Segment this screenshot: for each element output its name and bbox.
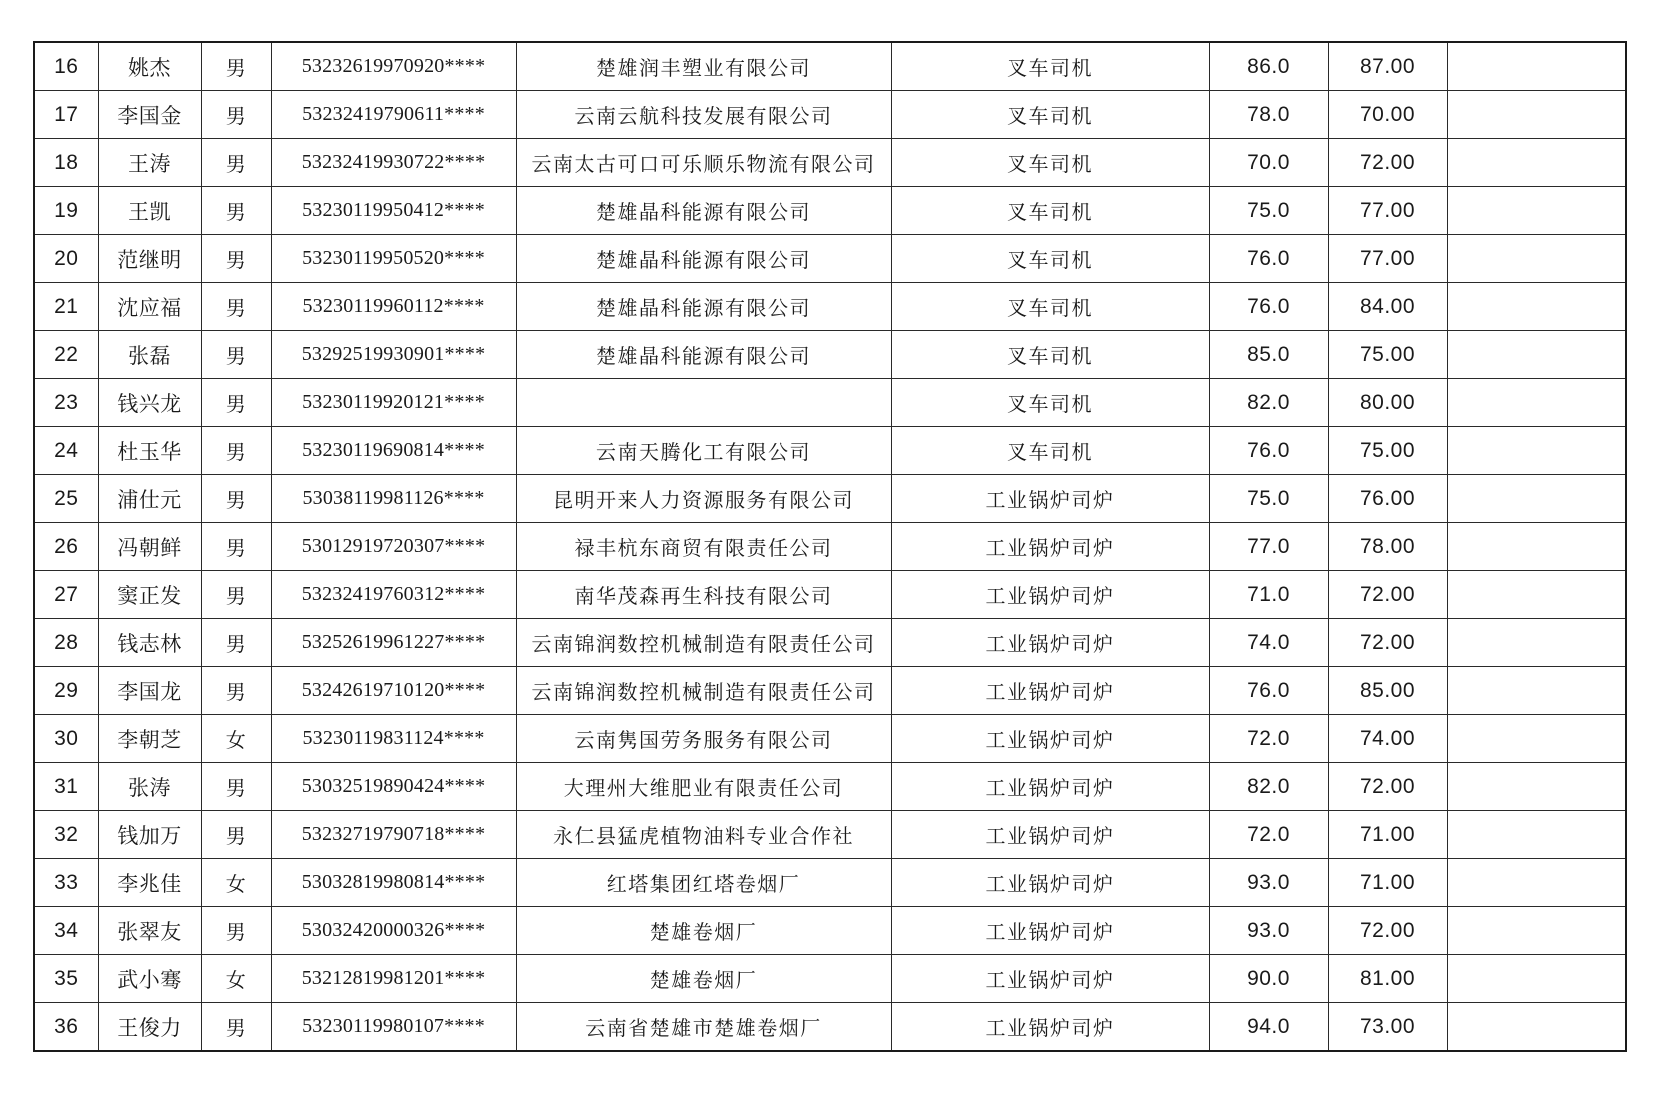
table-row — [34, 1003, 1626, 1052]
theory-score-cell: 93.0 — [1209, 859, 1328, 907]
company-cell: 永仁县猛虎植物油料专业合作社 — [516, 811, 891, 859]
id-number-cell: 53038119981126**** — [271, 475, 516, 523]
remark-cell — [1447, 859, 1626, 907]
results-table-body — [34, 42, 1626, 1051]
theory-score-cell: 85.0 — [1209, 331, 1328, 379]
row-number-cell: 27 — [34, 571, 98, 619]
id-number-cell: 53230119831124**** — [271, 715, 516, 763]
remark-cell — [1447, 523, 1626, 571]
row-number-cell: 29 — [34, 667, 98, 715]
remark-cell — [1447, 139, 1626, 187]
gender-cell: 男 — [201, 91, 271, 139]
name-cell: 杜玉华 — [98, 427, 201, 475]
id-number-cell: 53292519930901**** — [271, 331, 516, 379]
practical-score-cell: 72.00 — [1328, 763, 1447, 811]
theory-score-cell: 70.0 — [1209, 139, 1328, 187]
gender-cell: 男 — [201, 667, 271, 715]
name-cell: 钱志林 — [98, 619, 201, 667]
gender-cell: 女 — [201, 715, 271, 763]
job-type-cell: 工业锅炉司炉 — [891, 619, 1209, 667]
job-type-cell: 工业锅炉司炉 — [891, 715, 1209, 763]
row-number-cell: 18 — [34, 139, 98, 187]
name-cell: 张涛 — [98, 763, 201, 811]
id-number-cell: 53012919720307**** — [271, 523, 516, 571]
job-type-cell: 叉车司机 — [891, 91, 1209, 139]
gender-cell: 男 — [201, 1003, 271, 1052]
company-cell: 楚雄润丰塑业有限公司 — [516, 42, 891, 91]
theory-score-cell: 75.0 — [1209, 475, 1328, 523]
practical-score-cell: 76.00 — [1328, 475, 1447, 523]
practical-score-cell: 72.00 — [1328, 571, 1447, 619]
table-row — [34, 907, 1626, 955]
remark-cell — [1447, 1003, 1626, 1052]
practical-score-cell: 85.00 — [1328, 667, 1447, 715]
theory-score-cell: 82.0 — [1209, 379, 1328, 427]
practical-score-cell: 72.00 — [1328, 619, 1447, 667]
company-cell: 楚雄晶科能源有限公司 — [516, 187, 891, 235]
id-number-cell: 53032819980814**** — [271, 859, 516, 907]
job-type-cell: 工业锅炉司炉 — [891, 859, 1209, 907]
remark-cell — [1447, 42, 1626, 91]
job-type-cell: 工业锅炉司炉 — [891, 955, 1209, 1003]
id-number-cell: 53232419760312**** — [271, 571, 516, 619]
remark-cell — [1447, 571, 1626, 619]
practical-score-cell: 75.00 — [1328, 331, 1447, 379]
job-type-cell: 叉车司机 — [891, 187, 1209, 235]
remark-cell — [1447, 283, 1626, 331]
table-row — [34, 523, 1626, 571]
name-cell: 李兆佳 — [98, 859, 201, 907]
remark-cell — [1447, 331, 1626, 379]
gender-cell: 女 — [201, 955, 271, 1003]
name-cell: 姚杰 — [98, 42, 201, 91]
table-row — [34, 427, 1626, 475]
id-number-cell: 53232419930722**** — [271, 139, 516, 187]
row-number-cell: 19 — [34, 187, 98, 235]
gender-cell: 男 — [201, 139, 271, 187]
remark-cell — [1447, 187, 1626, 235]
theory-score-cell: 71.0 — [1209, 571, 1328, 619]
company-cell: 楚雄晶科能源有限公司 — [516, 283, 891, 331]
job-type-cell: 叉车司机 — [891, 235, 1209, 283]
name-cell: 李国金 — [98, 91, 201, 139]
theory-score-cell: 82.0 — [1209, 763, 1328, 811]
id-number-cell: 53230119950520**** — [271, 235, 516, 283]
table-row — [34, 955, 1626, 1003]
id-number-cell: 53230119950412**** — [271, 187, 516, 235]
table-row — [34, 91, 1626, 139]
row-number-cell: 36 — [34, 1003, 98, 1052]
company-cell: 云南云航科技发展有限公司 — [516, 91, 891, 139]
company-cell: 云南锦润数控机械制造有限责任公司 — [516, 619, 891, 667]
theory-score-cell: 74.0 — [1209, 619, 1328, 667]
id-number-cell: 53232619970920**** — [271, 42, 516, 91]
row-number-cell: 32 — [34, 811, 98, 859]
practical-score-cell: 71.00 — [1328, 811, 1447, 859]
company-cell: 云南锦润数控机械制造有限责任公司 — [516, 667, 891, 715]
theory-score-cell: 93.0 — [1209, 907, 1328, 955]
practical-score-cell: 78.00 — [1328, 523, 1447, 571]
name-cell: 王凯 — [98, 187, 201, 235]
practical-score-cell: 75.00 — [1328, 427, 1447, 475]
company-cell: 红塔集团红塔卷烟厂 — [516, 859, 891, 907]
gender-cell: 男 — [201, 187, 271, 235]
remark-cell — [1447, 619, 1626, 667]
company-cell: 楚雄晶科能源有限公司 — [516, 331, 891, 379]
id-number-cell: 53242619710120**** — [271, 667, 516, 715]
company-cell: 禄丰杭东商贸有限责任公司 — [516, 523, 891, 571]
remark-cell — [1447, 763, 1626, 811]
job-type-cell: 叉车司机 — [891, 379, 1209, 427]
row-number-cell: 25 — [34, 475, 98, 523]
job-type-cell: 工业锅炉司炉 — [891, 475, 1209, 523]
id-number-cell: 53032420000326**** — [271, 907, 516, 955]
theory-score-cell: 78.0 — [1209, 91, 1328, 139]
gender-cell: 男 — [201, 283, 271, 331]
gender-cell: 女 — [201, 859, 271, 907]
practical-score-cell: 80.00 — [1328, 379, 1447, 427]
name-cell: 李国龙 — [98, 667, 201, 715]
remark-cell — [1447, 379, 1626, 427]
table-row — [34, 139, 1626, 187]
company-cell: 楚雄卷烟厂 — [516, 907, 891, 955]
table-row — [34, 667, 1626, 715]
practical-score-cell: 81.00 — [1328, 955, 1447, 1003]
id-number-cell: 53212819981201**** — [271, 955, 516, 1003]
gender-cell: 男 — [201, 427, 271, 475]
practical-score-cell: 70.00 — [1328, 91, 1447, 139]
theory-score-cell: 76.0 — [1209, 235, 1328, 283]
company-cell — [516, 379, 891, 427]
remark-cell — [1447, 907, 1626, 955]
practical-score-cell: 71.00 — [1328, 859, 1447, 907]
id-number-cell: 53232419790611**** — [271, 91, 516, 139]
remark-cell — [1447, 955, 1626, 1003]
gender-cell: 男 — [201, 907, 271, 955]
table-row — [34, 187, 1626, 235]
table-row — [34, 331, 1626, 379]
table-row — [34, 763, 1626, 811]
practical-score-cell: 84.00 — [1328, 283, 1447, 331]
practical-score-cell: 74.00 — [1328, 715, 1447, 763]
gender-cell: 男 — [201, 379, 271, 427]
job-type-cell: 工业锅炉司炉 — [891, 907, 1209, 955]
name-cell: 冯朝鲜 — [98, 523, 201, 571]
remark-cell — [1447, 667, 1626, 715]
name-cell: 窦正发 — [98, 571, 201, 619]
row-number-cell: 26 — [34, 523, 98, 571]
company-cell: 楚雄卷烟厂 — [516, 955, 891, 1003]
theory-score-cell: 76.0 — [1209, 667, 1328, 715]
theory-score-cell: 90.0 — [1209, 955, 1328, 1003]
table-row — [34, 42, 1626, 91]
remark-cell — [1447, 715, 1626, 763]
name-cell: 沈应福 — [98, 283, 201, 331]
remark-cell — [1447, 475, 1626, 523]
company-cell: 大理州大维肥业有限责任公司 — [516, 763, 891, 811]
practical-score-cell: 72.00 — [1328, 139, 1447, 187]
practical-score-cell: 72.00 — [1328, 907, 1447, 955]
practical-score-cell: 77.00 — [1328, 235, 1447, 283]
gender-cell: 男 — [201, 763, 271, 811]
company-cell: 云南省楚雄市楚雄卷烟厂 — [516, 1003, 891, 1052]
practical-score-cell: 73.00 — [1328, 1003, 1447, 1052]
gender-cell: 男 — [201, 42, 271, 91]
id-number-cell: 53230119980107**** — [271, 1003, 516, 1052]
row-number-cell: 28 — [34, 619, 98, 667]
row-number-cell: 35 — [34, 955, 98, 1003]
name-cell: 王俊力 — [98, 1003, 201, 1052]
row-number-cell: 20 — [34, 235, 98, 283]
practical-score-cell: 77.00 — [1328, 187, 1447, 235]
row-number-cell: 22 — [34, 331, 98, 379]
row-number-cell: 17 — [34, 91, 98, 139]
job-type-cell: 工业锅炉司炉 — [891, 523, 1209, 571]
theory-score-cell: 94.0 — [1209, 1003, 1328, 1052]
company-cell: 云南天腾化工有限公司 — [516, 427, 891, 475]
name-cell: 王涛 — [98, 139, 201, 187]
job-type-cell: 叉车司机 — [891, 42, 1209, 91]
table-row — [34, 283, 1626, 331]
table-row — [34, 619, 1626, 667]
table-row — [34, 379, 1626, 427]
row-number-cell: 21 — [34, 283, 98, 331]
row-number-cell: 30 — [34, 715, 98, 763]
results-table — [33, 41, 1627, 1052]
theory-score-cell: 75.0 — [1209, 187, 1328, 235]
job-type-cell: 工业锅炉司炉 — [891, 1003, 1209, 1052]
job-type-cell: 叉车司机 — [891, 139, 1209, 187]
name-cell: 钱兴龙 — [98, 379, 201, 427]
job-type-cell: 叉车司机 — [891, 283, 1209, 331]
row-number-cell: 23 — [34, 379, 98, 427]
company-cell: 昆明开来人力资源服务有限公司 — [516, 475, 891, 523]
name-cell: 范继明 — [98, 235, 201, 283]
row-number-cell: 24 — [34, 427, 98, 475]
gender-cell: 男 — [201, 571, 271, 619]
name-cell: 张翠友 — [98, 907, 201, 955]
table-row — [34, 715, 1626, 763]
name-cell: 浦仕元 — [98, 475, 201, 523]
job-type-cell: 叉车司机 — [891, 427, 1209, 475]
theory-score-cell: 86.0 — [1209, 42, 1328, 91]
name-cell: 钱加万 — [98, 811, 201, 859]
name-cell: 武小骞 — [98, 955, 201, 1003]
id-number-cell: 53252619961227**** — [271, 619, 516, 667]
theory-score-cell: 72.0 — [1209, 811, 1328, 859]
company-cell: 云南太古可口可乐顺乐物流有限公司 — [516, 139, 891, 187]
gender-cell: 男 — [201, 331, 271, 379]
gender-cell: 男 — [201, 475, 271, 523]
remark-cell — [1447, 91, 1626, 139]
id-number-cell: 53232719790718**** — [271, 811, 516, 859]
name-cell: 张磊 — [98, 331, 201, 379]
row-number-cell: 16 — [34, 42, 98, 91]
id-number-cell: 53230119920121**** — [271, 379, 516, 427]
table-row — [34, 235, 1626, 283]
theory-score-cell: 72.0 — [1209, 715, 1328, 763]
table-row — [34, 475, 1626, 523]
remark-cell — [1447, 427, 1626, 475]
job-type-cell: 工业锅炉司炉 — [891, 811, 1209, 859]
job-type-cell: 叉车司机 — [891, 331, 1209, 379]
id-number-cell: 53230119690814**** — [271, 427, 516, 475]
practical-score-cell: 87.00 — [1328, 42, 1447, 91]
name-cell: 李朝芝 — [98, 715, 201, 763]
row-number-cell: 31 — [34, 763, 98, 811]
id-number-cell: 53032519890424**** — [271, 763, 516, 811]
table-row — [34, 811, 1626, 859]
company-cell: 楚雄晶科能源有限公司 — [516, 235, 891, 283]
job-type-cell: 工业锅炉司炉 — [891, 667, 1209, 715]
table-row — [34, 859, 1626, 907]
job-type-cell: 工业锅炉司炉 — [891, 571, 1209, 619]
theory-score-cell: 76.0 — [1209, 427, 1328, 475]
company-cell: 云南隽国劳务服务有限公司 — [516, 715, 891, 763]
row-number-cell: 33 — [34, 859, 98, 907]
table-row — [34, 571, 1626, 619]
gender-cell: 男 — [201, 811, 271, 859]
theory-score-cell: 77.0 — [1209, 523, 1328, 571]
id-number-cell: 53230119960112**** — [271, 283, 516, 331]
remark-cell — [1447, 235, 1626, 283]
company-cell: 南华茂森再生科技有限公司 — [516, 571, 891, 619]
theory-score-cell: 76.0 — [1209, 283, 1328, 331]
row-number-cell: 34 — [34, 907, 98, 955]
gender-cell: 男 — [201, 619, 271, 667]
job-type-cell: 工业锅炉司炉 — [891, 763, 1209, 811]
gender-cell: 男 — [201, 523, 271, 571]
remark-cell — [1447, 811, 1626, 859]
gender-cell: 男 — [201, 235, 271, 283]
